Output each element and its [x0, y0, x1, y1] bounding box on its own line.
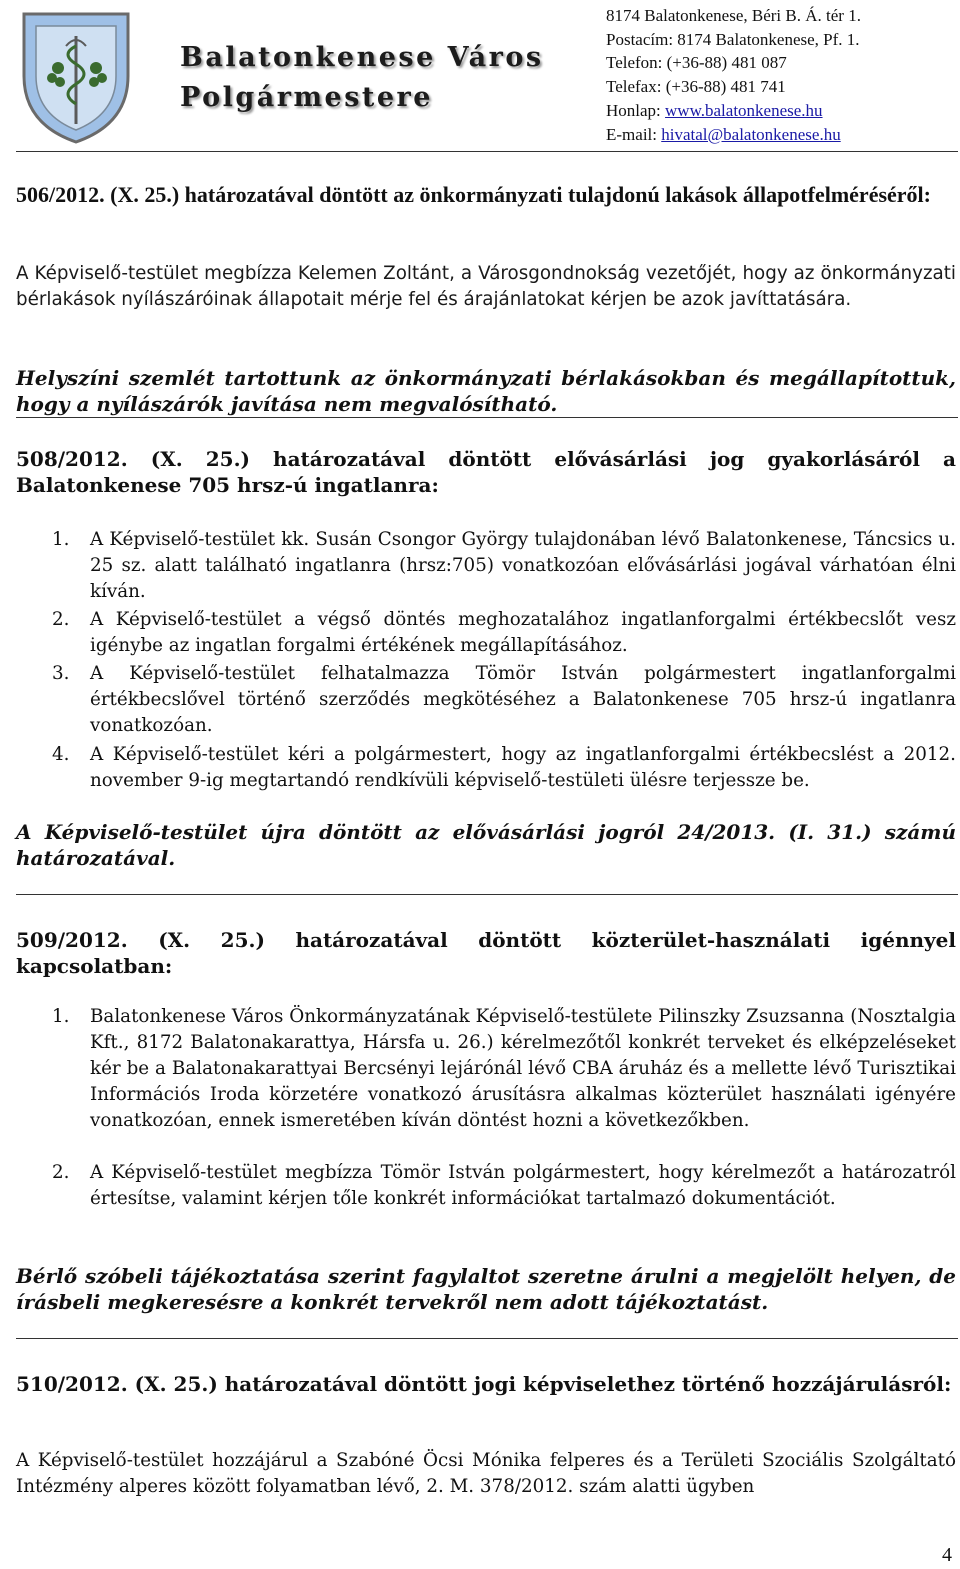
- contact-address: 8174 Balatonkenese, Béri B. Á. tér 1.: [606, 6, 861, 25]
- contact-web-row: [606, 99, 861, 123]
- resolution-509-note: Bérlő szóbeli tájékoztatása szerint fagylaltot szeretne árulni a megjelölt helyen, de írásbeli megkeresésre a konkrét tervekről nem adott tájékoztatást.: [16, 1264, 956, 1314]
- contact-phone: Telefon: (+36-88) 481 087: [606, 53, 787, 73]
- letterhead: [0, 0, 960, 152]
- contact-email-label: E-mail:: [606, 124, 657, 144]
- list-item: [16, 607, 956, 659]
- divider: [16, 417, 958, 418]
- resolution-508-list-2: [16, 607, 956, 659]
- resolution-509-note-block: [16, 1263, 956, 1315]
- contact-block: [606, 4, 861, 146]
- resolution-509-list-2: [16, 1160, 956, 1212]
- town-crest-icon: [16, 6, 136, 146]
- list-item-text: Balatonkenese Város Önkormányzatának Képviselő-testülete Pilinszky Zsuzsanna (Nosztalgia Kft., 8172 Balatonakarattya, Hársfa u. 26.) kérelmezőtől konkrét terveket és elképzeléseket kér be a Balatonakarattyai Bercsényi lejárónál lévő CBA áruház és a mellette lévő Turisztikai Információs Iroda körzetére vonatkozó árusításra alkalmas közterület használati igényére vonatkozóan, ennek ismeretében kíván döntést hozni a következőkben.: [90, 1006, 956, 1131]
- divider: [16, 894, 958, 895]
- org-title: [180, 38, 544, 118]
- list-item-number: 1.: [52, 1006, 70, 1027]
- resolution-508-note-block: [16, 819, 956, 871]
- resolution-508-list-4: [16, 742, 956, 794]
- list-item-number: 1.: [52, 529, 70, 550]
- list-item-number: 2.: [52, 609, 70, 630]
- resolution-506-note-block: [16, 365, 956, 417]
- resolution-508-heading: 508/2012. (X. 25.) határozatával döntött elővásárlási jog gyakorlásáról a Balatonkenese 705 hrsz-ú ingatlanra:: [16, 447, 956, 497]
- list-item-text: A Képviselő-testület a végső döntés meghozatalához ingatlanforgalmi értékbecslőt vesz igénybe az ingatlan forgalmi értékének megállapításához.: [90, 609, 956, 656]
- list-item-number: 4.: [52, 744, 70, 765]
- website-link[interactable]: www.balatonkenese.hu: [665, 100, 823, 120]
- contact-fax: Telefax: (+36-88) 481 741: [606, 77, 786, 97]
- list-item: [16, 661, 956, 739]
- header-divider: [16, 151, 958, 152]
- resolution-509-heading: 509/2012. (X. 25.) határozatával döntött közterület-használati igénnyel kapcsolatban:: [16, 928, 956, 978]
- org-title-line1: Balatonkenese Város: [180, 42, 544, 73]
- resolution-510-heading: 510/2012. (X. 25.) határozatával döntött jogi képviselethez történő hozzájárulásról:: [16, 1372, 952, 1396]
- list-item-number: 3.: [52, 663, 70, 684]
- resolution-506: [16, 182, 956, 208]
- list-item: [16, 527, 956, 605]
- resolution-506-body: A Képviselő-testület megbízza Kelemen Zoltánt, a Városgondnokság vezetőjét, hogy az önkormányzati bérlakások nyílászáróinak állapotait mérje fel és árajánlatokat kérjen be azok javíttatására.: [16, 263, 956, 310]
- resolution-509-list: [16, 1004, 956, 1134]
- resolution-508-note: A Képviselő-testület újra döntött az elővásárlási jogról 24/2013. (I. 31.) számú határozatával.: [16, 820, 956, 870]
- contact-email-row: [606, 123, 861, 147]
- page-number: 4: [942, 1544, 952, 1566]
- contact-postal: Postacím: 8174 Balatonkenese, Pf. 1.: [606, 29, 860, 49]
- resolution-506-heading: 506/2012. (X. 25.) határozatával döntött az önkormányzati tulajdonú lakások állapotfelméréséről:: [16, 182, 931, 207]
- email-link[interactable]: hivatal@balatonkenese.hu: [661, 124, 841, 144]
- list-item-text: A Képviselő-testület felhatalmazza Tömör István polgármestert ingatlanforgalmi értékbecslővel történő szerződés megkötéséhez a Balatonkenese 705 hrsz-ú ingatlanra vonatkozóan.: [90, 663, 956, 736]
- divider: [16, 1338, 958, 1339]
- resolution-508: [16, 446, 956, 498]
- resolution-510: [16, 1371, 956, 1397]
- list-item-text: A Képviselő-testület kk. Susán Csongor György tulajdonában lévő Balatonkenese, Táncsics u. 25 sz. alatt található ingatlanra (hrsz:705) vonatkozóan elővásárlási jogával várhatóan élni kíván.: [90, 529, 956, 602]
- org-title-line2: Polgármestere: [180, 82, 433, 113]
- list-item: [16, 742, 956, 794]
- resolution-506-note: Helyszíni szemlét tartottunk az önkormányzati bérlakásokban és megállapítottuk, hogy a nyílászárók javítása nem megvalósítható.: [16, 366, 956, 416]
- resolution-510-body-block: [16, 1448, 956, 1500]
- list-item-text: A Képviselő-testület megbízza Tömör István polgármestert, hogy kérelmezőt a határozatról értesítse, valamint kérjen tőle konkrét információkat tartalmazó dokumentációt.: [90, 1162, 956, 1209]
- resolution-506-body-block: [16, 261, 956, 313]
- resolution-510-body: A Képviselő-testület hozzájárul a Szabóné Öcsi Mónika felperes és a Területi Szociális Szolgáltató Intézmény alperes között folyamatban lévő, 2. M. 378/2012. szám alatti ügyben: [16, 1450, 956, 1497]
- list-item-text: A Képviselő-testület kéri a polgármestert, hogy az ingatlanforgalmi értékbecslést a 2012. november 9-ig megtartandó rendkívüli képviselő-testületi ülésre terjessze be.: [90, 744, 956, 791]
- resolution-508-list: [16, 527, 956, 605]
- list-item: [16, 1160, 956, 1212]
- resolution-509: [16, 927, 956, 979]
- list-item: [16, 1004, 956, 1134]
- contact-web-label: Honlap:: [606, 100, 661, 120]
- list-item-number: 2.: [52, 1162, 70, 1183]
- resolution-508-list-3: [16, 661, 956, 739]
